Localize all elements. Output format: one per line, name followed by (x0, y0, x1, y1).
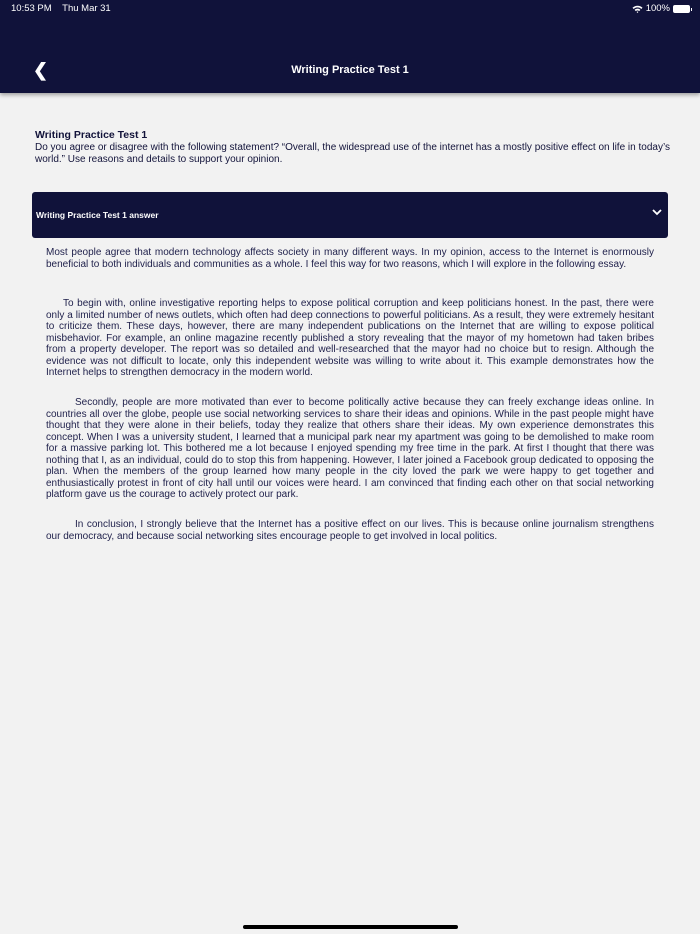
battery-percent: 100% (645, 3, 670, 14)
answer-paragraph: Secondly, people are more motivated than ever to become politically active because they can freely exchange ideas online. In countries all over the globe, people use social networking services to share their ideas and opinions. While in the past people might have thought that they were alone in their beliefs, today they realize that others share their ideas. My own experience demonstrates this concept. When I was a university student, I learned that a municipal park near my apartment was going to be demolished to make room for a massive parking lot. This bothered me a lot because I enjoyed spending my free time in the park. At first I thought that there was nothing that I, as an individual, could do to stop this from happening. However, I later joined a Facebook group dedicated to opposing the plan. When the members of the group learned how many people in the city loved the park we were happy to get together and enthusiastically protest in front of city hall until our voices were heard. I am convinced that finding each other on that social networking platform gave us the courage to actively protect our park. (46, 397, 654, 500)
answer-paragraph: In conclusion, I strongly believe that the Internet has a positive effect on our lives. This is because online journalism strengthens our democracy, and because social networking sites encourage people to get involved in local politics. (46, 519, 654, 542)
answer-paragraph: Most people agree that modern technology affects society in many different ways. In my opinion, access to the Internet is enormously beneficial to both individuals and communities as a whole. I feel this way for two reasons, which I will explore in the following essay. (46, 247, 654, 270)
status-date: Thu Mar 31 (62, 3, 111, 14)
answer-accordion-toggle[interactable] (32, 192, 668, 238)
nav-header (0, 0, 700, 93)
answer-paragraph: To begin with, online investigative reporting helps to expose political corruption and keep politicians honest. In the past, there were only a limited number of news outlets, which often had deep connections to powerful politicians. As a result, they were extremely hesitant to criticize them. These days, however, there are many independent publications on the Internet that are willing to expose political misbehavior. For example, an online magazine recently published a story revealing that the mayor of my hometown had taken bribes from a property developer. The report was so detailed and well-researched that the mayor had no choice but to resign. Although the evidence was not difficult to locate, only this independent website was willing to write about it. This example demonstrates how the Internet helps to strengthen democracy in the modern world. (46, 298, 654, 378)
status-time: 10:53 PM (11, 3, 52, 14)
question-title: Writing Practice Test 1 (35, 129, 148, 141)
battery-icon (673, 5, 690, 13)
chevron-left-icon: ❮ (33, 60, 49, 80)
status-bar-right (632, 3, 690, 14)
wifi-icon (632, 5, 643, 13)
question-text: Do you agree or disagree with the following statement? “Overall, the widespread use of the internet has a mostly positive effect on life in today’s world.” Use reasons and details to support your opinion. (35, 142, 670, 165)
accordion-label: Writing Practice Test 1 answer (36, 210, 159, 220)
status-bar-left (11, 3, 119, 14)
home-indicator (243, 925, 458, 929)
page-title: Writing Practice Test 1 (291, 64, 409, 76)
chevron-down-icon (652, 207, 662, 219)
